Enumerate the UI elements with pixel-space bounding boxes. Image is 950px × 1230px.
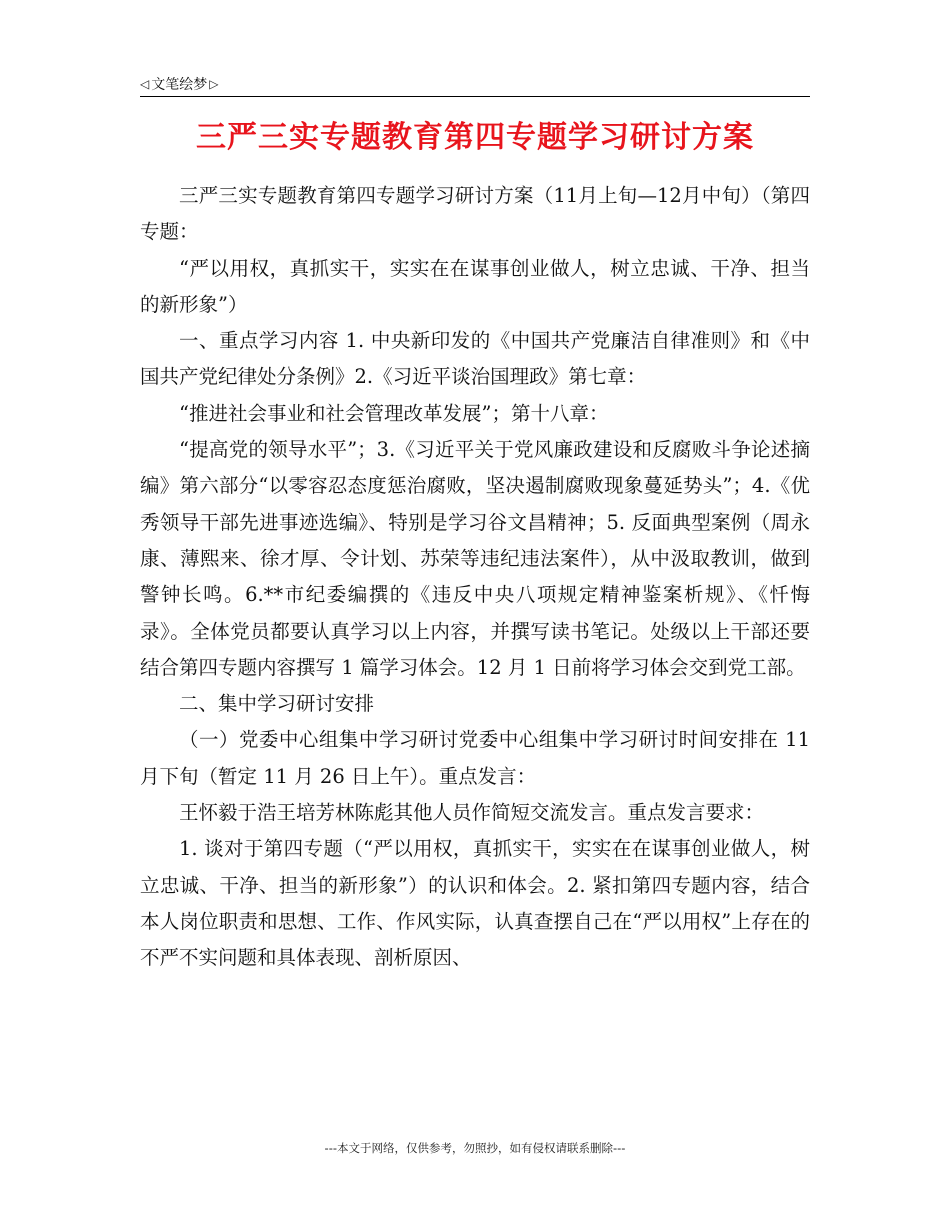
paragraph: 三严三实专题教育第四专题学习研讨方案（11月上旬—12月中旬）（第四专题：: [140, 184, 810, 244]
left-triangle-icon: ◁: [140, 77, 150, 91]
paragraph: “推进社会事业和社会管理改革发展”；第十八章：: [179, 401, 609, 425]
document-body: [140, 178, 810, 977]
paragraph: “严以用权，真抓实干，实实在在谋事创业做人，树立忠诚、干净、担当的新形象”）: [140, 256, 810, 316]
right-triangle-icon: ▷: [209, 77, 219, 91]
paragraph: “提高党的领导水平”；3.《习近平关于党风廉政建设和反腐败斗争论述摘编》第六部分“以零容忍态度惩治腐败，坚决遏制腐败现象蔓延势头”；4.《优秀领导干部先进事迹选编》、特别是学习谷文昌精神；5. 反面典型案例（周永康、薄熙来、徐才厚、令计划、苏荣等违纪违法案件），从中汲取教训，做到警钟长鸣。6.**市纪委编撰的《违反中央八项规定精神鉴案析规》、《忏悔录》。全体党员都要认真学习以上内容，并撰写读书笔记。处级以上干部还要结合第四专题内容撰写 1 篇学习体会。12 月 1 日前将学习体会交到党工部。: [140, 438, 810, 679]
paragraph: 二、集中学习研讨安排: [179, 692, 375, 716]
paragraph: 一、重点学习内容 1. 中央新印发的《中国共产党廉洁自律准则》和《中国共产党纪律处分条例》2.《习近平谈治国理政》第七章：: [140, 329, 810, 389]
brand-text: 文笔绘梦: [151, 77, 208, 93]
paragraph: 王怀毅于浩王培芳林陈彪其他人员作简短交流发言。重点发言要求：: [179, 801, 765, 825]
document-title: 三严三实专题教育第四专题学习研讨方案: [196, 120, 754, 155]
page-header: [140, 70, 810, 97]
page-footer: ---本文于网络，仅供参考，勿照抄，如有侵权请联系删除---: [324, 1141, 626, 1155]
paragraph: 1. 谈对于第四专题（“严以用权，真抓实干，实实在在谋事创业做人，树立忠诚、干净、担当的新形象”）的认识和体会。2. 紧扣第四专题内容，结合本人岗位职责和思想、工作、作风实际，认真查摆自己在“严以用权”上存在的不严不实问题和具体表现、剖析原因、: [140, 837, 810, 970]
paragraph: （一）党委中心组集中学习研讨党委中心组集中学习研讨时间安排在 11 月下旬（暂定 11 月 26 日上午）。重点发言：: [140, 728, 810, 788]
header-brand: [140, 74, 218, 94]
